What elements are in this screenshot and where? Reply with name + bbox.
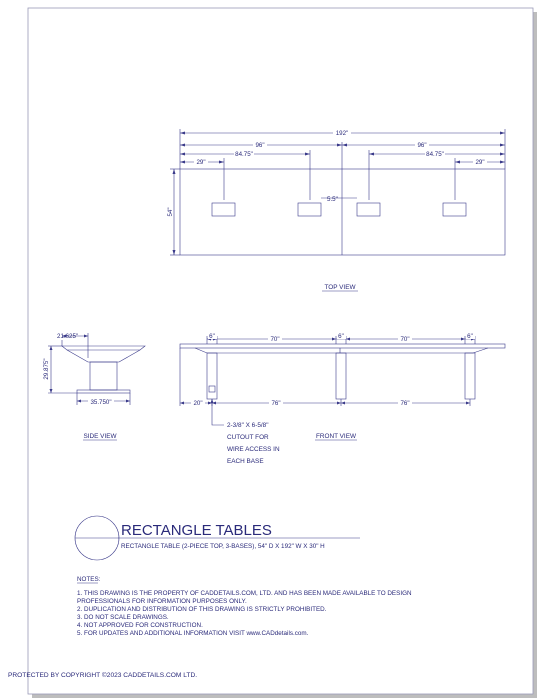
dim-left-inner: 84.75" xyxy=(235,151,253,158)
dim-base-span-2: 76" xyxy=(400,400,410,407)
dim-side-top: 21.625" xyxy=(57,333,79,340)
note-line-2: PROFESSIONALS FOR INFORMATION PURPOSES ONLY. xyxy=(77,598,247,605)
dim-depth: 54" xyxy=(167,207,174,217)
notes-heading: NOTES: xyxy=(77,576,101,583)
dim-side-height: 29.875" xyxy=(43,358,50,380)
dim-right-half: 96" xyxy=(417,142,427,149)
note-line-3: 2. DUPLICATION AND DISTRIBUTION OF THIS DRAWING IS STRICTLY PROHIBITED. xyxy=(77,606,327,613)
note-line-6: 5. FOR UPDATES AND ADDITIONAL INFORMATION VISIT www.CADdetails.com. xyxy=(77,630,309,637)
note-line-1: 1. THIS DRAWING IS THE PROPERTY OF CADDETAILS.COM, LTD. AND HAS BEEN MADE AVAILABLE TO DESIGN xyxy=(77,590,412,597)
callout-line-4: EACH BASE xyxy=(227,458,264,465)
title-text: RECTANGLE TABLES xyxy=(121,522,272,539)
dim-side-base: 35.750" xyxy=(90,399,112,406)
callout-line-3: WIRE ACCESS IN xyxy=(227,446,280,453)
side-view-label: SIDE VIEW xyxy=(83,433,117,440)
dim-front-e: 6" xyxy=(467,333,473,340)
subtitle-text: RECTANGLE TABLE (2-PIECE TOP, 3-BASES), 54" D X 192" W X 30" H xyxy=(121,543,325,550)
dim-front-c: 6" xyxy=(338,333,344,340)
dim-front-a: 6" xyxy=(209,333,215,340)
dim-left-half: 96" xyxy=(255,142,265,149)
dim-right-inner: 84.75" xyxy=(426,151,444,158)
front-view-label: FRONT VIEW xyxy=(315,433,357,440)
note-line-4: 3. DO NOT SCALE DRAWINGS. xyxy=(77,614,169,621)
callout-line-1: 2-3/8" X 6-5/8" xyxy=(227,422,269,429)
dim-front-d: 70" xyxy=(400,336,410,343)
dim-right-offset: 29" xyxy=(475,159,485,166)
dim-base-left: 20" xyxy=(193,400,203,407)
dim-base-span-1: 76" xyxy=(271,400,281,407)
note-line-5: 4. NOT APPROVED FOR CONSTRUCTION. xyxy=(77,622,203,629)
top-view-label: TOP VIEW xyxy=(324,284,356,291)
dim-left-offset: 29" xyxy=(196,159,206,166)
callout-line-2: CUTOUT FOR xyxy=(227,434,269,441)
copyright-footer: PROTECTED BY COPYRIGHT ©2023 CADDETAILS.COM LTD. xyxy=(8,672,198,679)
dim-gap: 5.5" xyxy=(327,196,338,203)
dim-front-b: 70" xyxy=(270,336,280,343)
dim-overall-width: 192" xyxy=(335,130,349,137)
